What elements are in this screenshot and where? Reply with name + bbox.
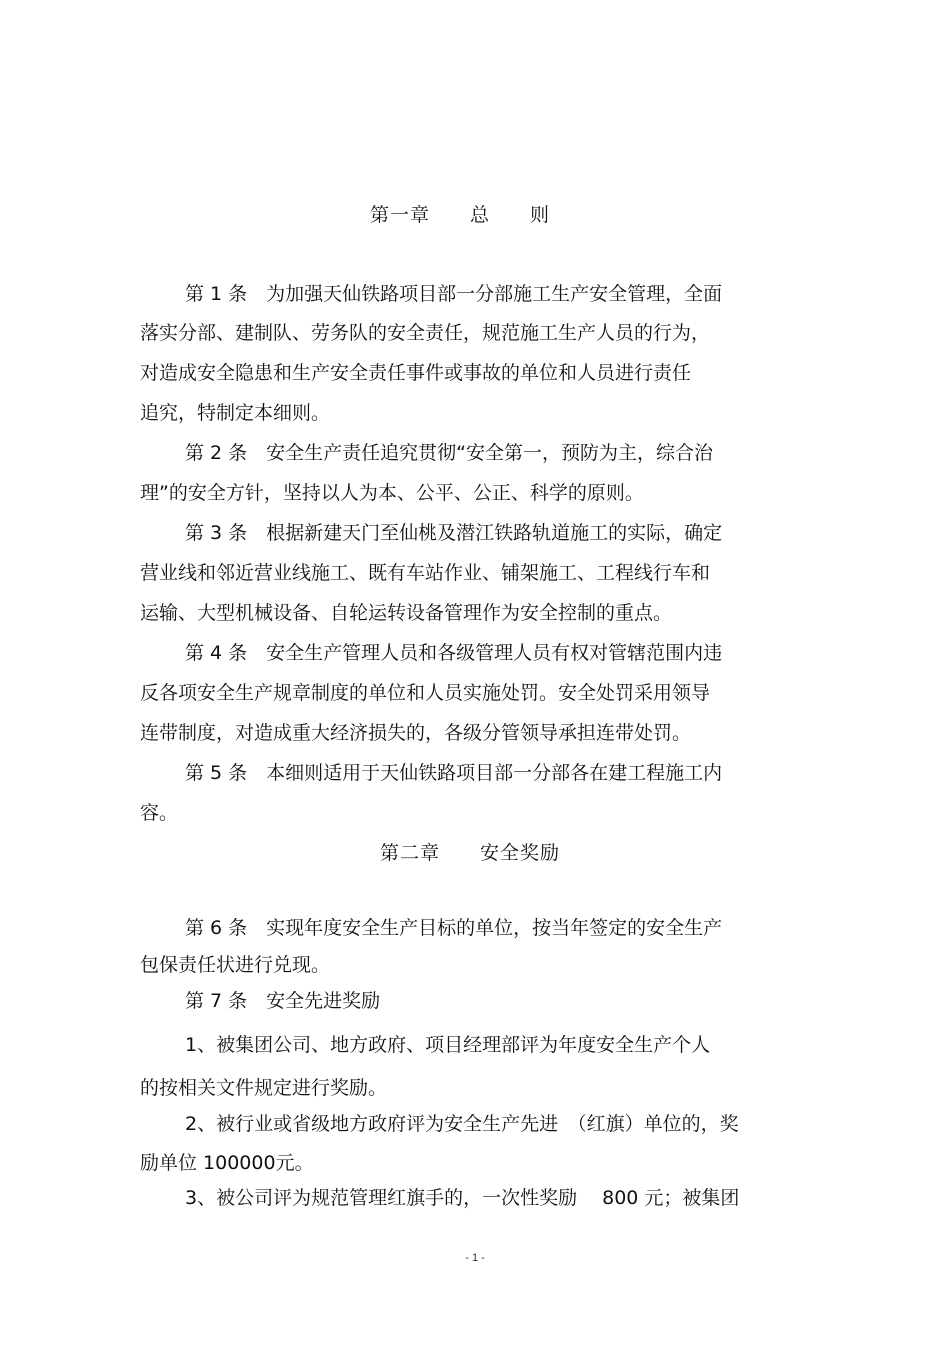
article-1-line-2: 落实分部、建制队、劳务队的安全责任，规范施工生产人员的行为，	[140, 322, 711, 344]
article-1-line-3: 对造成安全隐患和生产安全责任事件或事故的单位和人员进行责任	[140, 362, 692, 384]
article-7-item-2-line-1: 2、被行业或省级地方政府评为安全生产先进 （红旗）单位的，奖	[185, 1113, 739, 1135]
article-1-line-1: 第 1 条 为加强天仙铁路项目部一分部施工生产安全管理，全面	[185, 283, 723, 305]
article-5-line-2: 容。	[140, 802, 179, 824]
article-4-line-1: 第 4 条 安全生产管理人员和各级管理人员有权对管辖范围内违	[185, 642, 723, 664]
article-6-line-2: 包保责任状进行兑现。	[140, 954, 331, 976]
article-7-item-1-line-1: 1、被集团公司、地方政府、项目经理部评为年度安全生产个人	[185, 1034, 711, 1056]
article-5-line-1: 第 5 条 本细则适用于天仙铁路项目部一分部各在建工程施工内	[185, 762, 723, 784]
article-7-item-3-line-1: 3、被公司评为规范管理红旗手的，一次性奖励 800 元；被集团	[185, 1187, 740, 1209]
article-2-line-1: 第 2 条 安全生产责任追究贯彻“安全第一，预防为主，综合治	[185, 442, 714, 464]
article-4-line-2: 反各项安全生产规章制度的单位和人员实施处罚。安全处罚采用领导	[140, 682, 711, 704]
chapter-2-heading: 第二章 安全奖励	[380, 842, 561, 864]
article-3-line-3: 运输、大型机械设备、自轮运转设备管理作为安全控制的重点。	[140, 602, 673, 624]
article-7-item-1-line-2: 的按相关文件规定进行奖励。	[140, 1077, 388, 1099]
article-6-line-1: 第 6 条 实现年度安全生产目标的单位，按当年签定的安全生产	[185, 917, 723, 939]
article-7-item-2-line-2: 励单位 100000元。	[140, 1152, 314, 1174]
article-4-line-3: 连带制度，对造成重大经济损失的，各级分管领导承担连带处罚。	[140, 722, 692, 744]
article-3-line-2: 营业线和邻近营业线施工、既有车站作业、铺架施工、工程线行车和	[140, 562, 711, 584]
page-number: - 1 -	[465, 1252, 485, 1264]
article-7-title: 第 7 条 安全先进奖励	[185, 990, 381, 1012]
article-1-line-4: 追究，特制定本细则。	[140, 402, 331, 424]
article-2-line-2: 理”的安全方针，坚持以人为本、公平、公正、科学的原则。	[140, 482, 644, 504]
article-3-line-1: 第 3 条 根据新建天门至仙桃及潜江铁路轨道施工的实际，确定	[185, 522, 723, 544]
chapter-1-heading: 第一章 总 则	[370, 204, 551, 226]
